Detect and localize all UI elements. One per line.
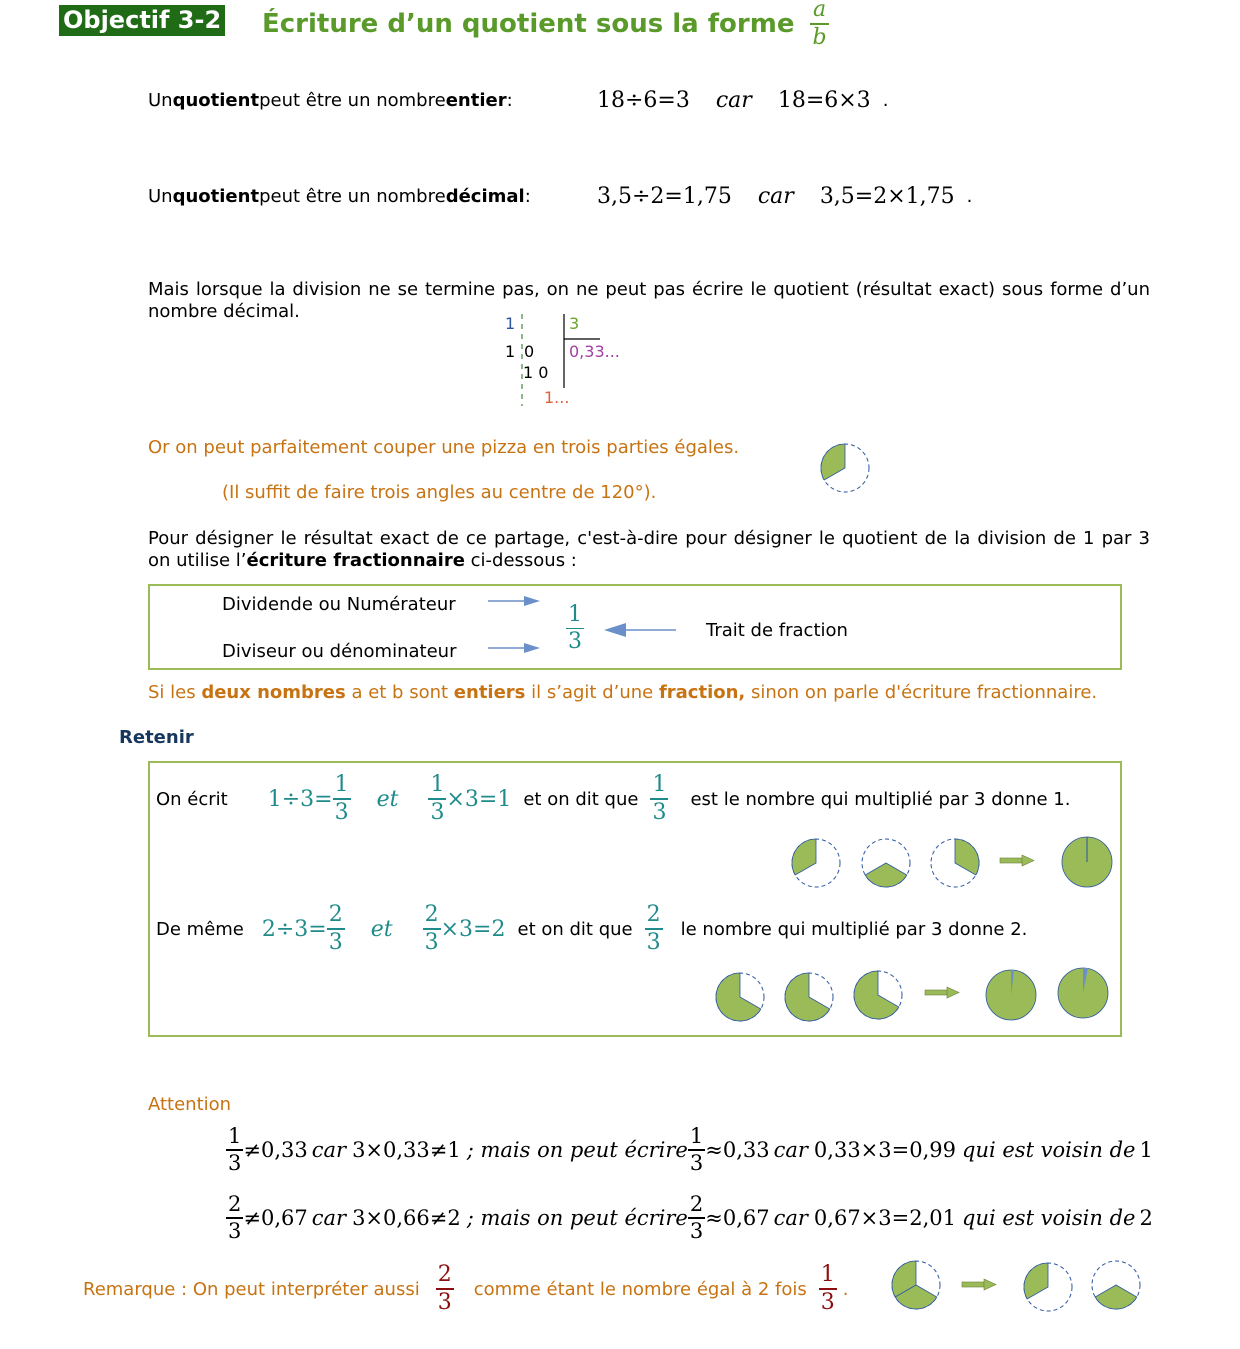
attention-line-2 — [226, 1190, 1153, 1246]
frac-num: 2 — [689, 1192, 704, 1217]
text: peut être un nombre — [259, 185, 446, 207]
pie-full-icon — [1061, 836, 1115, 890]
math-lhs: 2÷3= — [261, 916, 327, 942]
math: 0,33×3=0,99 — [813, 1138, 956, 1162]
pie-one-third-icon — [930, 838, 982, 890]
remarque — [83, 1260, 848, 1318]
math-et: et — [370, 916, 393, 942]
fraction-one-third — [566, 604, 584, 653]
pizza-line-2: (Il suffit de faire trois angles au centre de 120°). — [222, 482, 657, 503]
retenir-heading: Retenir — [119, 727, 194, 748]
math: 2 — [1139, 1206, 1153, 1230]
math-car: car — [773, 1206, 808, 1230]
pie-two-thirds-icon — [784, 972, 836, 1024]
fraction — [645, 904, 663, 953]
arrow-right-icon — [1000, 855, 1040, 867]
retenir-row-2 — [156, 900, 1027, 958]
arrow-right-icon — [488, 643, 548, 653]
text: ci-dessous : — [464, 550, 577, 571]
frac-num: 1 — [689, 1124, 704, 1149]
math-car: car — [311, 1138, 347, 1162]
objective-badge: Objectif 3-2 — [59, 5, 225, 36]
math-text: ; mais on peut écrire — [466, 1206, 688, 1230]
text-bold: deux nombres — [201, 682, 346, 703]
math: ≠0,33 — [243, 1138, 308, 1162]
text: Un — [148, 89, 173, 111]
remarque-text: Remarque : On peut interpréter aussi — [83, 1278, 420, 1300]
ld-divisor: 3 — [569, 314, 580, 333]
math-car: car — [773, 1138, 808, 1162]
text: Un — [148, 185, 173, 207]
text-bold: quotient — [172, 185, 260, 207]
text: : — [524, 185, 531, 207]
text: a et b sont — [345, 682, 454, 703]
title-fraction — [810, 0, 828, 49]
math-dot: . — [882, 89, 889, 111]
fraction — [226, 1194, 243, 1241]
math: ≈0,67 — [705, 1206, 770, 1230]
fraction-example — [566, 604, 584, 653]
fraction — [333, 774, 351, 823]
fraction — [819, 1264, 837, 1313]
fraction — [423, 904, 441, 953]
ld-remainder: 1... — [544, 388, 570, 407]
frac-num: 1 — [568, 602, 582, 627]
math-times: ×3=2 — [440, 916, 506, 942]
frac-den: 3 — [424, 929, 439, 955]
pie-one-third-icon — [1091, 1260, 1143, 1312]
text-bold: fraction, — [658, 682, 746, 703]
math-times: ×3=1 — [446, 786, 512, 812]
math: 3×0,33≠1 — [352, 1138, 461, 1162]
math-car: car — [715, 87, 752, 113]
math-dot: . — [966, 185, 973, 207]
fraction — [428, 774, 446, 823]
frac-den: 3 — [689, 1150, 704, 1175]
math-text: qui est voisin de — [962, 1138, 1136, 1162]
frac-den: 3 — [430, 799, 445, 825]
pie-full-icon — [1057, 967, 1111, 1021]
text: sinon on parle d'écriture fractionnaire. — [745, 682, 1098, 703]
pie-one-third-icon — [861, 838, 913, 890]
fraction — [327, 904, 345, 953]
pizza-line-1: Or on peut parfaitement couper une pizza en trois parties égales. — [148, 437, 740, 458]
attention-line-1 — [226, 1122, 1153, 1178]
text: : — [506, 89, 513, 111]
denominator-label: Diviseur ou dénominateur — [222, 641, 457, 662]
frac-num: 1 — [430, 772, 445, 798]
remarque-text: . — [842, 1278, 849, 1300]
frac-num: 1 — [334, 772, 349, 798]
fraction — [436, 1264, 454, 1313]
row-desc: est le nombre qui multiplié par 3 donne 1. — [690, 788, 1071, 810]
arrow-left-icon — [604, 623, 684, 637]
math: ≠0,67 — [243, 1206, 308, 1230]
pie-one-third-icon — [791, 838, 843, 890]
arrow-right-icon — [962, 1279, 1002, 1291]
text: peut être un nombre — [259, 89, 446, 111]
math: 1 — [1139, 1138, 1153, 1162]
text: Si les — [148, 682, 202, 703]
math-text: qui est voisin de — [962, 1206, 1136, 1230]
row-say: et on dit que — [523, 788, 639, 810]
line-integer-math — [597, 86, 888, 114]
math-car: car — [311, 1206, 347, 1230]
frac-den: 3 — [228, 1218, 242, 1243]
text-bold: écriture fractionnaire — [246, 550, 465, 571]
pizza-third-icon — [820, 443, 872, 495]
text-bold: décimal — [445, 185, 525, 207]
frac-den: 3 — [568, 629, 582, 655]
math-car: car — [757, 183, 794, 209]
line-decimal-math — [597, 182, 972, 210]
frac-den: 3 — [228, 1150, 242, 1175]
frac-den: 3 — [328, 929, 343, 955]
frac-den: 3 — [646, 929, 661, 955]
attention-heading: Attention — [148, 1094, 232, 1115]
pie-two-thirds-icon — [853, 970, 905, 1022]
text-bold: entiers — [453, 682, 526, 703]
ld-row2a: 1 — [505, 342, 516, 361]
frac-den: 3 — [820, 1289, 835, 1315]
line-decimal — [148, 182, 531, 210]
text-bold: entier — [445, 89, 507, 111]
fraction-bar-label: Trait de fraction — [706, 620, 848, 641]
arrow-right-icon — [925, 987, 965, 999]
ld-row3: 1 0 — [523, 363, 549, 382]
line-integer — [148, 86, 513, 114]
fraction — [688, 1194, 705, 1241]
row-say: et on dit que — [517, 918, 633, 940]
arrow-right-icon — [488, 596, 548, 606]
fraction — [688, 1126, 705, 1173]
fraction — [650, 774, 668, 823]
long-division — [500, 312, 640, 412]
retenir-row-1 — [156, 770, 1070, 828]
ld-quotient: 0,33... — [569, 342, 620, 361]
math-expr: 18÷6=3 — [597, 87, 690, 113]
math-text: ; mais on peut écrire — [466, 1138, 688, 1162]
frac-num: 2 — [228, 1192, 242, 1217]
frac-num: 2 — [328, 902, 343, 928]
frac-den: 3 — [652, 799, 667, 825]
math-lhs: 1÷3= — [267, 786, 333, 812]
frac-num: 2 — [437, 1262, 452, 1288]
fraction — [226, 1126, 243, 1173]
paragraph-division: Mais lorsque la division ne se termine pas, on ne peut pas écrire le quotient (résultat exact) sous forme d’un nombre décimal. — [148, 279, 1150, 322]
row-desc: le nombre qui multiplié par 3 donne 2. — [680, 918, 1028, 940]
title-frac-num: a — [812, 0, 827, 23]
title-frac-den: b — [812, 24, 827, 50]
math: ≈0,33 — [705, 1138, 770, 1162]
pie-one-third-icon — [1023, 1262, 1075, 1314]
ld-row2b: 0 — [524, 342, 535, 361]
frac-num: 2 — [646, 902, 661, 928]
pie-two-thirds-icon — [891, 1260, 943, 1312]
math: 3×0,66≠2 — [352, 1206, 461, 1230]
text: il s’agit d’une — [525, 682, 659, 703]
math-et: et — [376, 786, 399, 812]
frac-num: 1 — [652, 772, 667, 798]
math-check: 18=6×3 — [777, 87, 871, 113]
math-expr: 3,5÷2=1,75 — [597, 183, 732, 209]
row-label: On écrit — [156, 788, 228, 810]
page-title-text: Écriture d’un quotient sous la forme — [262, 9, 795, 39]
fraction-note — [148, 682, 1097, 703]
frac-num: 2 — [424, 902, 439, 928]
frac-den: 3 — [689, 1218, 704, 1243]
text: Pour désigner le résultat exact de ce partage, c'est-à-dire pour désigner le quotient de la division de 1 par 3 on utilise l’ — [148, 528, 1150, 571]
math: 0,67×3=2,01 — [813, 1206, 956, 1230]
page-title — [262, 0, 829, 48]
frac-den: 3 — [334, 799, 349, 825]
paragraph-fraction — [148, 528, 1150, 572]
math-check: 3,5=2×1,75 — [819, 183, 955, 209]
ld-dividend: 1 — [505, 314, 516, 333]
text-bold: quotient — [172, 89, 260, 111]
frac-den: 3 — [437, 1289, 452, 1315]
remarque-text: comme étant le nombre égal à 2 fois — [473, 1278, 807, 1300]
pie-full-icon — [985, 969, 1039, 1023]
pie-two-thirds-icon — [715, 972, 767, 1024]
numerator-label: Dividende ou Numérateur — [222, 594, 456, 615]
row-label: De même — [156, 918, 244, 940]
frac-num: 1 — [228, 1124, 242, 1149]
frac-num: 1 — [820, 1262, 835, 1288]
